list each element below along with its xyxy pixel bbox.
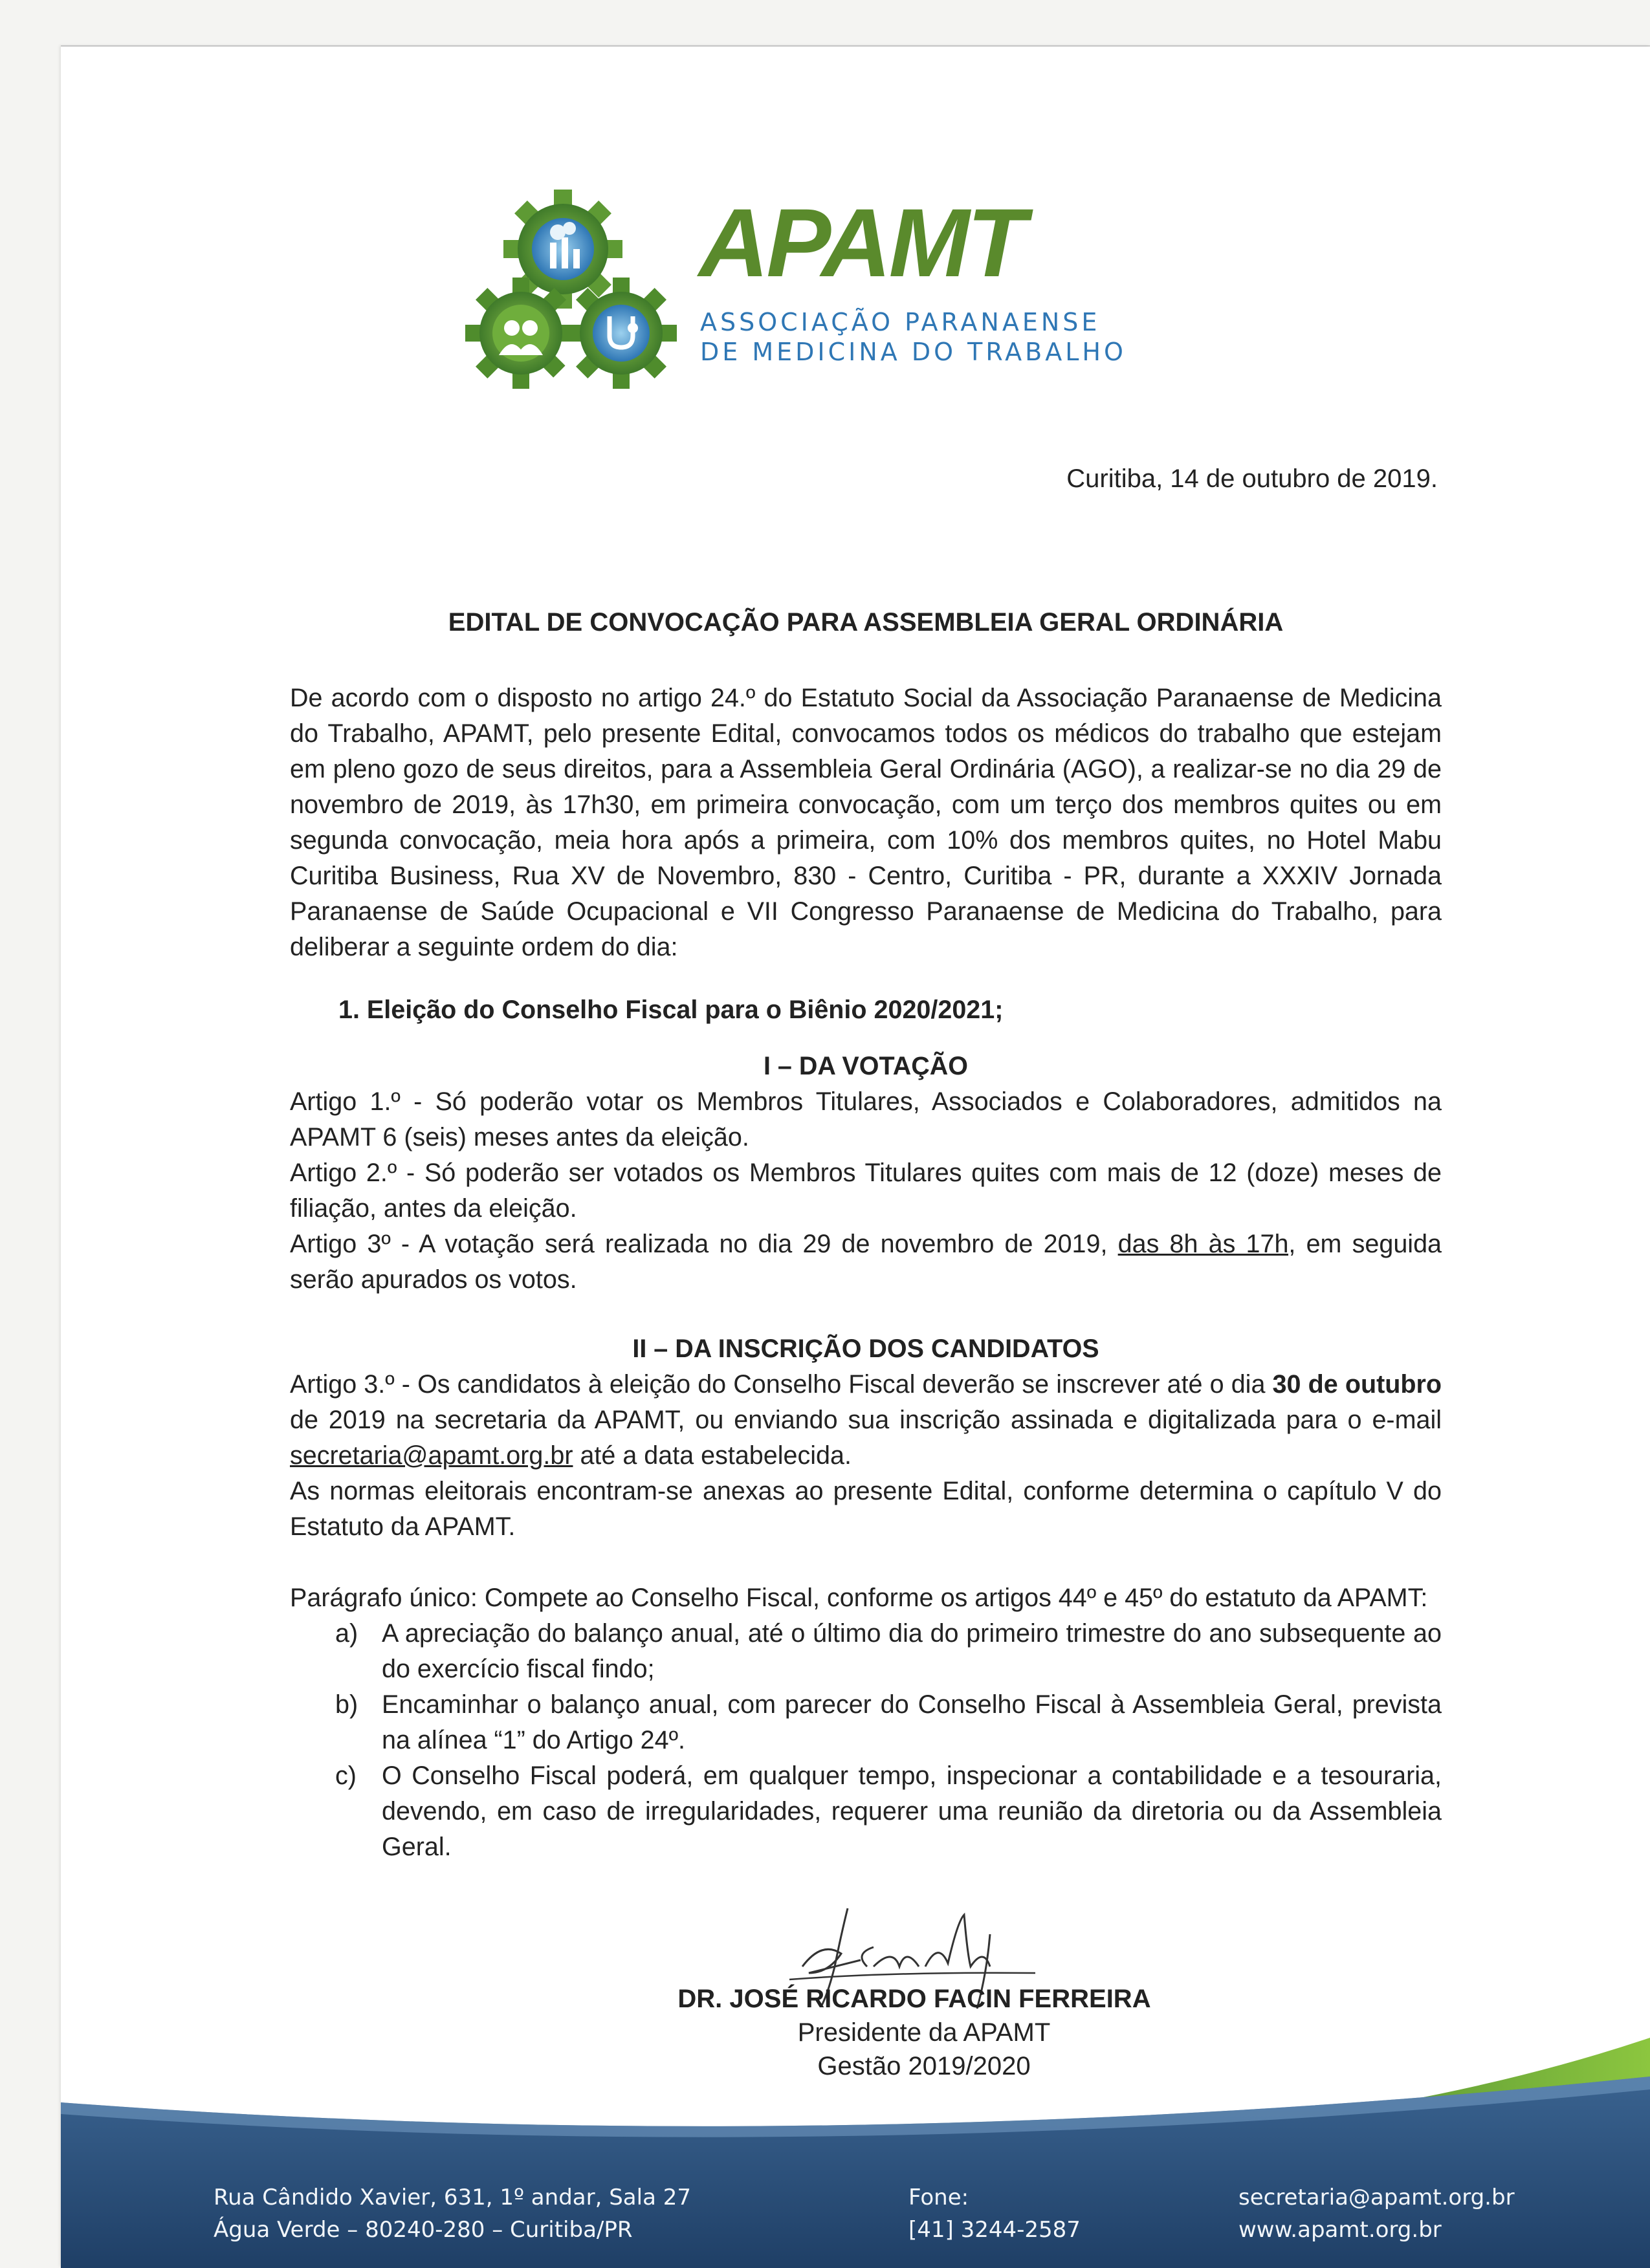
list-item (290, 1616, 1442, 1687)
gears-logo-icon (459, 188, 705, 395)
voting-article-1: Artigo 1.º - Só poderão votar os Membros Titulares, Associados e Colaboradores, admitidos na APAMT 6 (seis) meses antes da eleição. (290, 1087, 1442, 1151)
brand-subtitle (700, 307, 1127, 367)
document-body (290, 681, 1442, 1865)
voting-article-3-text: Artigo 3º - A votação será realizada no dia 29 de novembro de 2019, (290, 1230, 1118, 1258)
list-text: O Conselho Fiscal poderá, em qualquer tempo, inspecionar a contabilidade e a tesouraria, devendo, em caso de irregularidades, requerer uma reunião da diretoria ou da Assembleia Geral. (382, 1761, 1442, 1861)
list-label: a) (335, 1619, 358, 1648)
section-voting-heading: I – DA VOTAÇÃO (763, 1052, 969, 1080)
footer-phone-number[interactable]: [41] 3244-2587 (908, 2217, 1081, 2243)
brand-name: APAMT (699, 188, 1024, 297)
brand-subtitle-line1: ASSOCIAÇÃO PARANAENSE (700, 308, 1101, 336)
voting-article-3-end: em seguida serão apurados os votos. (290, 1230, 1442, 1294)
agenda-item: 1. Eleição do Conselho Fiscal para o Biênio 2020/2021; (338, 996, 1004, 1024)
footer (61, 2038, 1650, 2268)
list-text: A apreciação do balanço anual, até o último dia do primeiro trimestre do ano subsequente ao do exercício fiscal findo; (382, 1619, 1442, 1683)
voting-hours: das 8h às 17h, (1117, 1230, 1296, 1258)
section-candidates-heading: II – DA INSCRIÇÃO DOS CANDIDATOS (632, 1335, 1099, 1363)
intro-paragraph: De acordo com o disposto no artigo 24.º do Estatuto Social da Associação Paranaense de Medicina do Trabalho, APAMT, pelo presente Edital, convocamos todos os médicos do trabalho que estejam em pleno gozo de seus direitos, para a Assembleia Geral Ordinária (AGO), a realizar-se no dia 29 de novembro de 2019, às 17h30, em primeira convocação, com um terço dos membros quites ou em segunda convocação, meia hora após a primeira, com 10% dos membros quites, no Hotel Mabu Curitiba Business, Rua XV de Novembro, 830 - Centro, Curitiba - PR, durante a XXXIV Jornada Paranaense de Saúde Ocupacional e VII Congresso Paranaense de Medicina do Trabalho, para deliberar a seguinte ordem do dia: (290, 684, 1442, 961)
candidates-text-a: Artigo 3.º - Os candidatos à eleição do Conselho Fiscal deverão se inscrever até o dia (290, 1370, 1273, 1399)
list-item (290, 1687, 1442, 1758)
candidates-text-b: de 2019 na secretaria da APAMT, ou enviando sua inscrição assinada e digitalizada para o e-mail (290, 1406, 1442, 1434)
list-label: c) (335, 1761, 357, 1790)
footer-website-link[interactable]: www.apamt.org.br (1238, 2217, 1442, 2243)
electoral-norms: As normas eleitorais encontram-se anexas ao presente Edital, conforme determina o capítulo V do Estatuto da APAMT. (290, 1477, 1442, 1541)
voting-article-3 (290, 1227, 1442, 1298)
signer-term: Gestão 2019/2020 (817, 2052, 1031, 2080)
footer-phone-label: Fone: (908, 2185, 969, 2210)
brand-subtitle-line2: DE MEDICINA DO TRABALHO (700, 338, 1127, 366)
email-link[interactable]: secretaria@apamt.org.br (290, 1441, 573, 1470)
footer-email-link[interactable]: secretaria@apamt.org.br (1238, 2185, 1515, 2210)
list-label: b) (335, 1690, 358, 1719)
list-item (290, 1758, 1442, 1865)
signer-name: DR. JOSÉ RICARDO FACIN FERREIRA (677, 1985, 1151, 2013)
list-text: Encaminhar o balanço anual, com parecer do Conselho Fiscal à Assembleia Geral, prevista na alínea “1” do Artigo 24º. (382, 1690, 1442, 1754)
footer-contact (1238, 2181, 1515, 2246)
document-title: EDITAL DE CONVOCAÇÃO PARA ASSEMBLEIA GERAL ORDINÁRIA (448, 608, 1284, 637)
document-date: Curitiba, 14 de outubro de 2019. (1066, 464, 1438, 493)
sole-paragraph: Parágrafo único: Compete ao Conselho Fiscal, conforme os artigos 44º e 45º do estatuto da APAMT: (290, 1584, 1428, 1612)
voting-article-2: Artigo 2.º - Só poderão ser votados os Membros Titulares quites com mais de 12 (doze) meses de filiação, antes da eleição. (290, 1159, 1442, 1223)
candidates-article-3 (290, 1367, 1442, 1474)
candidates-text-c: até a data estabelecida. (573, 1441, 852, 1470)
footer-phone (908, 2181, 1081, 2246)
footer-address-line1: Rua Cândido Xavier, 631, 1º andar, Sala 27 (214, 2185, 691, 2210)
footer-address (214, 2181, 691, 2246)
footer-address-line2: Água Verde – 80240-280 – Curitiba/PR (214, 2217, 633, 2243)
signer-role: Presidente da APAMT (797, 2018, 1051, 2047)
deadline-date: 30 de outubro (1272, 1370, 1442, 1399)
